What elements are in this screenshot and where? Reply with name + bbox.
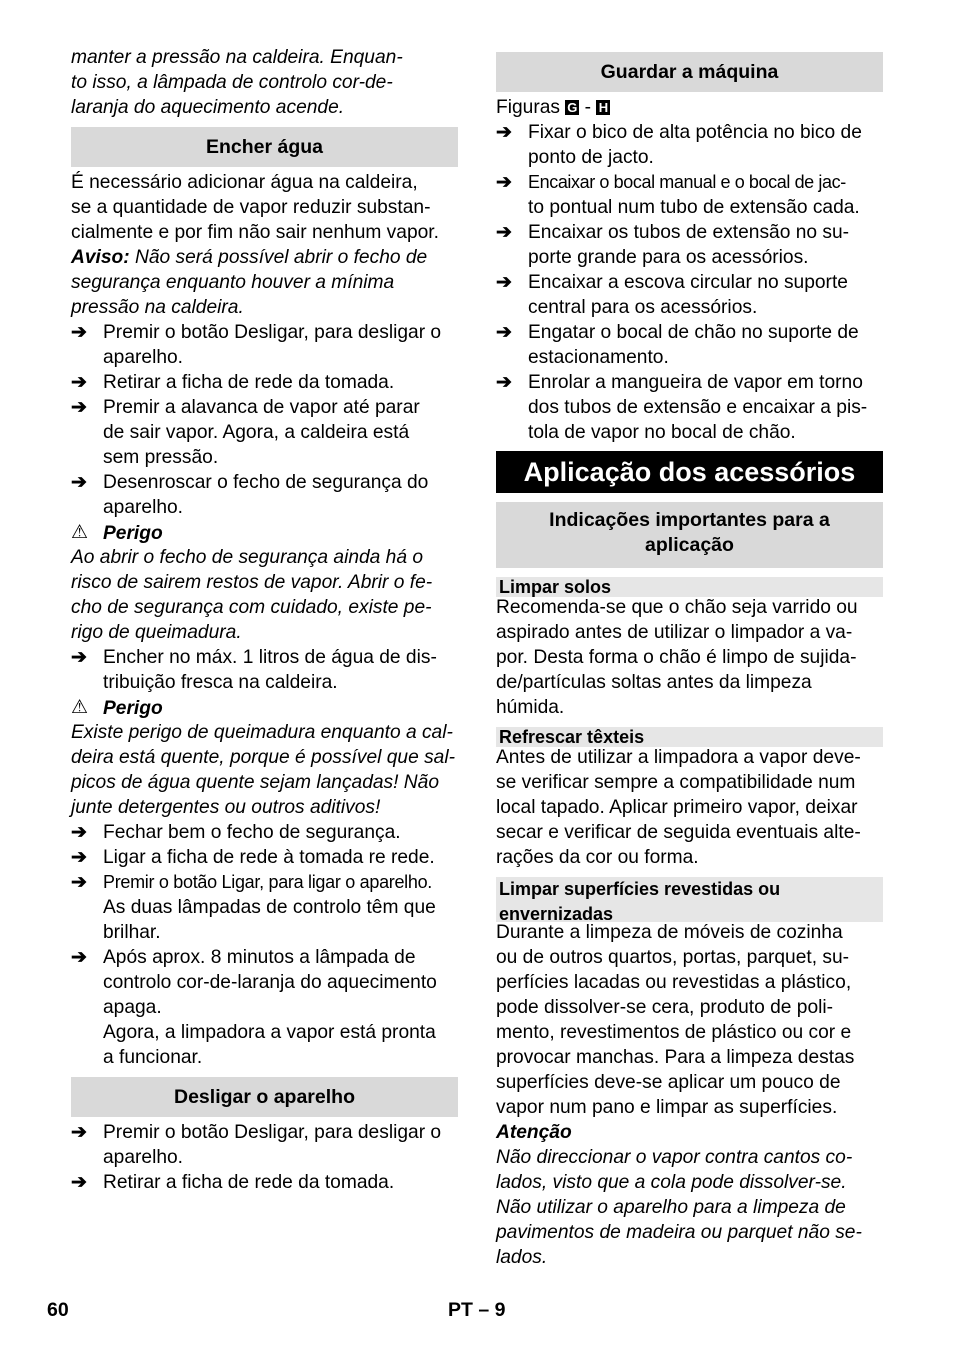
section-heading-encher-agua: Encher água xyxy=(71,127,458,167)
bullet-text: aparelho. xyxy=(103,497,184,518)
figures-separator: - xyxy=(584,97,592,118)
bullet-text: to pontual num tubo de extensão cada. xyxy=(528,197,860,218)
figures-label: Figuras xyxy=(496,97,560,118)
paragraph-line: É necessário adicionar água na caldeira, xyxy=(71,172,418,193)
bullet-text: sem pressão. xyxy=(103,447,219,468)
bullet-text: Fechar bem o fecho de segurança. xyxy=(103,822,401,843)
paragraph-line: aspirado antes de utilizar o limpador a va- xyxy=(496,622,853,643)
paragraph-line: secar e verificar de seguida eventuais alte- xyxy=(496,822,861,843)
paragraph-line: perfícies lacadas ou revestidas a plástico, xyxy=(496,972,852,993)
bullet-text: de sair vapor. Agora, a caldeira está xyxy=(103,422,410,443)
atencao-text: Não utilizar o aparelho para a limpeza de xyxy=(496,1197,846,1218)
bullet-text: Premir o botão Desligar, para desligar o xyxy=(103,322,442,343)
perigo-text: cho de segurança com cuidado, existe pe- xyxy=(71,597,432,618)
bullet-text: Premir o botão Ligar, para ligar o aparelho. xyxy=(103,872,433,892)
right-arrow-icon: ➔ xyxy=(71,472,87,493)
bullet-text: estacionamento. xyxy=(528,347,669,368)
right-arrow-icon: ➔ xyxy=(496,122,512,143)
atencao-label: Atenção xyxy=(496,1122,572,1143)
heading-line: Limpar superfícies revestidas ou xyxy=(499,879,781,899)
atencao-text: pavimentos de madeira ou parquet não se- xyxy=(496,1222,862,1243)
bullet-text: Enrolar a mangueira de vapor em torno xyxy=(528,372,863,393)
bullet-text: As duas lâmpadas de controlo têm que xyxy=(103,897,436,918)
bullet-text: apaga. xyxy=(103,997,162,1018)
right-arrow-icon: ➔ xyxy=(71,847,87,868)
right-arrow-icon: ➔ xyxy=(71,322,87,343)
subheading-superficies xyxy=(496,877,883,922)
paragraph-line: se verificar sempre a compatibilidade num xyxy=(496,772,856,793)
right-arrow-icon: ➔ xyxy=(71,872,87,893)
intro-line: laranja do aquecimento acende. xyxy=(71,97,345,118)
right-arrow-icon: ➔ xyxy=(496,372,512,393)
chapter-heading-aplicacao: Aplicação dos acessórios xyxy=(496,451,883,493)
perigo-label: Perigo xyxy=(103,698,163,719)
paragraph-line: Antes de utilizar a limpadora a vapor deve- xyxy=(496,747,861,768)
right-arrow-icon: ➔ xyxy=(71,822,87,843)
paragraph-line: superfícies deve-se aplicar um pouco de xyxy=(496,1072,841,1093)
intro-line: to isso, a lâmpada de controlo cor-de- xyxy=(71,72,393,93)
bullet-text: Desenroscar o fecho de segurança do xyxy=(103,472,429,493)
section-heading-guardar: Guardar a máquina xyxy=(496,52,883,92)
paragraph-line: rações da cor ou forma. xyxy=(496,847,699,868)
bullet-text: Ligar a ficha de rede à tomada re rede. xyxy=(103,847,435,868)
paragraph-line: ou de outros quartos, portas, parquet, su- xyxy=(496,947,850,968)
figure-h-badge: H xyxy=(596,100,610,115)
bullet-text: controlo cor-de-laranja do aquecimento xyxy=(103,972,437,993)
bullet-text: Encaixar os tubos de extensão no su- xyxy=(528,222,850,243)
right-arrow-icon: ➔ xyxy=(71,1172,87,1193)
right-arrow-icon: ➔ xyxy=(496,172,512,193)
right-arrow-icon: ➔ xyxy=(71,372,87,393)
right-arrow-icon: ➔ xyxy=(496,222,512,243)
paragraph-line: local tapado. Aplicar primeiro vapor, deixar xyxy=(496,797,858,818)
bullet-text: brilhar. xyxy=(103,922,161,943)
bullet-text: Retirar a ficha de rede da tomada. xyxy=(103,1172,395,1193)
paragraph-line: húmida. xyxy=(496,697,565,718)
bullet-text: Após aprox. 8 minutos a lâmpada de xyxy=(103,947,416,968)
right-arrow-icon: ➔ xyxy=(71,1122,87,1143)
right-arrow-icon: ➔ xyxy=(496,272,512,293)
figures-reference xyxy=(496,95,883,120)
heading-line: Indicações importantes para a xyxy=(549,509,830,531)
bullet-text: Premir a alavanca de vapor até parar xyxy=(103,397,420,418)
warning-triangle-icon: ⚠ xyxy=(71,697,89,718)
bullet-text: aparelho. xyxy=(103,347,184,368)
paragraph-line: por. Desta forma o chão é limpo de sujida- xyxy=(496,647,857,668)
paragraph-line: se a quantidade de vapor reduzir substan- xyxy=(71,197,431,218)
intro-line: manter a pressão na caldeira. Enquan- xyxy=(71,47,403,68)
bullet-text: Fixar o bico de alta potência no bico de xyxy=(528,122,862,143)
bullet-text: ponto de jacto. xyxy=(528,147,654,168)
bullet-text: aparelho. xyxy=(103,1147,184,1168)
aviso-line: pressão na caldeira. xyxy=(71,297,244,318)
perigo-text: picos de água quente sejam lançadas! Não xyxy=(71,772,440,793)
aviso-label: Aviso: xyxy=(71,247,130,268)
section-heading-desligar: Desligar o aparelho xyxy=(71,1077,458,1117)
bullet-text: central para os acessórios. xyxy=(528,297,758,318)
right-arrow-icon: ➔ xyxy=(71,397,87,418)
perigo-text: junte detergentes ou outros aditivos! xyxy=(71,797,381,818)
warning-triangle-icon: ⚠ xyxy=(71,522,89,543)
section-heading-indicacoes xyxy=(496,502,883,568)
atencao-text: lados, visto que a cola pode dissolver-se. xyxy=(496,1172,847,1193)
perigo-text: deira está quente, porque é possível que sal- xyxy=(71,747,456,768)
heading-line: aplicação xyxy=(645,534,734,556)
paragraph-line: mento, revestimentos de plástico ou cor e xyxy=(496,1022,852,1043)
bullet-text: porte grande para os acessórios. xyxy=(528,247,809,268)
perigo-text: Existe perigo de queimadura enquanto a cal- xyxy=(71,722,453,743)
perigo-text: risco de sairem restos de vapor. Abrir o fe- xyxy=(71,572,433,593)
atencao-text: Não direccionar o vapor contra cantos co- xyxy=(496,1147,853,1168)
perigo-text: Ao abrir o fecho de segurança ainda há o xyxy=(71,547,424,568)
paragraph-line: Durante a limpeza de móveis de cozinha xyxy=(496,922,843,943)
subheading-refrescar: Refrescar têxteis xyxy=(496,727,883,747)
paragraph-line: vapor num pano e limpar as superfícies. xyxy=(496,1097,838,1118)
bullet-text: Engatar o bocal de chão no suporte de xyxy=(528,322,859,343)
ready-text: Agora, a limpadora a vapor está pronta xyxy=(103,1022,436,1043)
heading-line: envernizadas xyxy=(499,904,614,924)
subheading-limpar-solos: Limpar solos xyxy=(496,577,883,597)
paragraph-line: Recomenda-se que o chão seja varrido ou xyxy=(496,597,858,618)
figure-g-badge: G xyxy=(567,100,578,115)
aviso-line xyxy=(71,245,458,270)
page-number: 60 xyxy=(47,1299,69,1321)
bullet-text: tola de vapor no bocal de chão. xyxy=(528,422,796,443)
section-page-label: PT – 9 xyxy=(448,1299,506,1321)
bullet-text: Encher no máx. 1 litros de água de dis- xyxy=(103,647,437,668)
bullet-text: Encaixar o bocal manual e o bocal de jac- xyxy=(528,172,846,192)
right-arrow-icon: ➔ xyxy=(71,947,87,968)
paragraph-line: pode dissolver-se cera, produto de poli- xyxy=(496,997,834,1018)
paragraph-line: de/partículas soltas antes da limpeza xyxy=(496,672,812,693)
bullet-text: Encaixar a escova circular no suporte xyxy=(528,272,848,293)
aviso-line: segurança enquanto houver a mínima xyxy=(71,272,395,293)
perigo-text: rigo de queimadura. xyxy=(71,622,242,643)
atencao-text: lados. xyxy=(496,1247,548,1268)
bullet-text: tribuição fresca na caldeira. xyxy=(103,672,338,693)
bullet-text: Retirar a ficha de rede da tomada. xyxy=(103,372,395,393)
aviso-text: Não será possível abrir o fecho de xyxy=(129,247,428,268)
right-arrow-icon: ➔ xyxy=(496,322,512,343)
bullet-text: dos tubos de extensão e encaixar a pis- xyxy=(528,397,868,418)
bullet-text: Premir o botão Desligar, para desligar o xyxy=(103,1122,442,1143)
ready-text: a funcionar. xyxy=(103,1047,203,1068)
right-arrow-icon: ➔ xyxy=(71,647,87,668)
paragraph-line: provocar manchas. Para a limpeza destas xyxy=(496,1047,855,1068)
perigo-label: Perigo xyxy=(103,523,163,544)
paragraph-line: cialmente e por fim não sair nenhum vapor. xyxy=(71,222,439,243)
